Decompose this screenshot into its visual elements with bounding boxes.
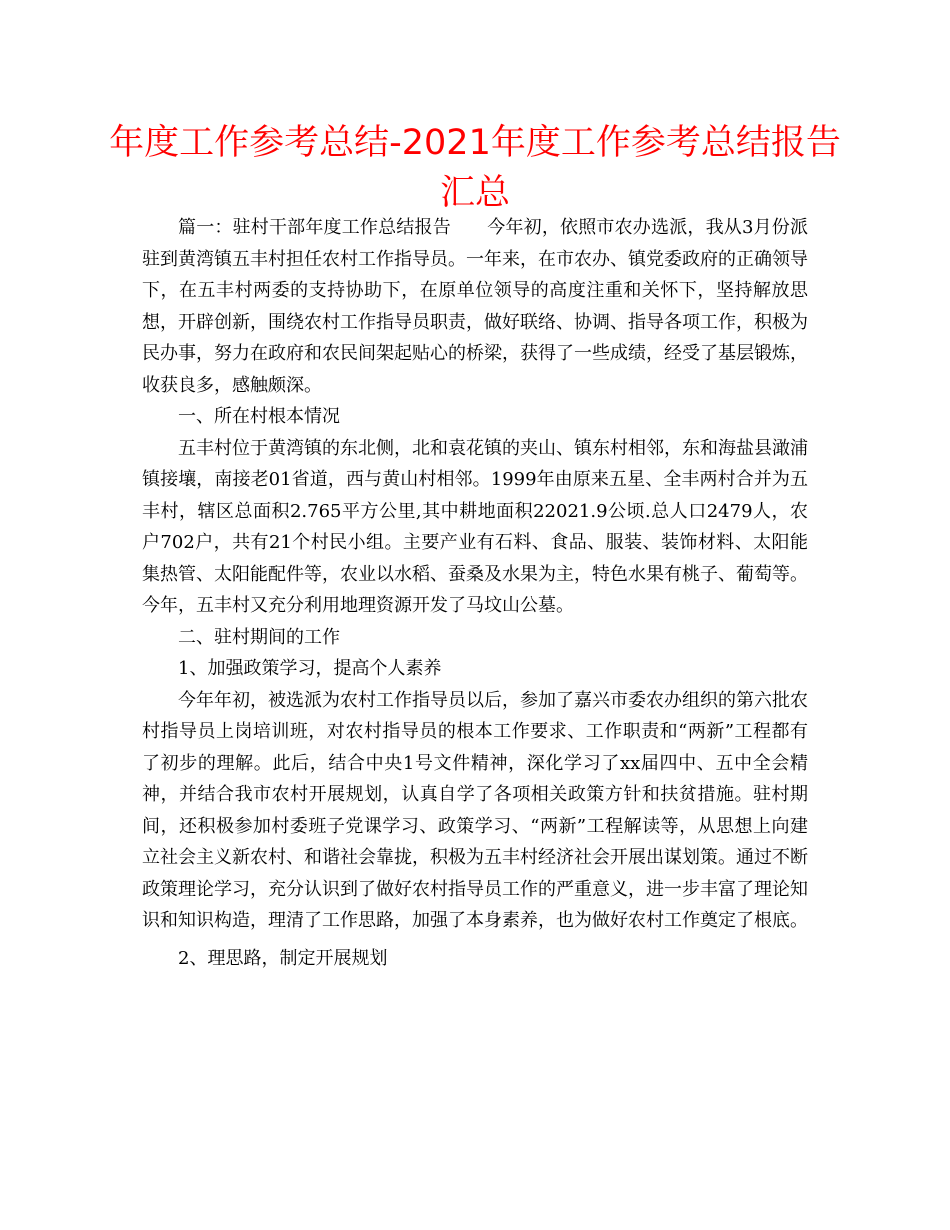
document-body <box>142 212 808 974</box>
section-heading-village-situation: 一、所在村根本情况 <box>178 406 340 427</box>
subheading-policy-study: 1、加强政策学习，提高个人素养 <box>178 658 442 679</box>
paragraph-village-situation: 五丰村位于黄湾镇的东北侧，北和袁花镇的夹山、镇东村相邻，东和海盐县澉浦镇接壤，南接老01省道，西与黄山村相邻。1999年由原来五星、全丰两村合并为五丰村，辖区总面积2.765平方公里,其中耕地面积22021.9公顷.总人口2479人，农户702户，共有21个村民小组。主要产业有石料、食品、服装、装饰材料、太阳能集热管、太阳能配件等，农业以水稻、蚕桑及水果为主，特色水果有桃子、葡萄等。今年，五丰村又充分利用地理资源开发了马坟山公墓。 <box>142 437 808 616</box>
document-title: 年度工作参考总结-2021年度工作参考总结报告汇总 <box>109 123 841 213</box>
paragraph-policy-study: 今年年初，被选派为农村工作指导员以后，参加了嘉兴市委农办组织的第六批农村指导员上岗培训班，对农村指导员的根本工作要求、工作职责和“两新”工程都有了初步的理解。此后，结合中央1号文件精神，深化学习了xx届四中、五中全会精神，并结合我市农村开展规划，认真自学了各项相关政策方针和扶贫措施。驻村期间，还积极参加村委班子党课学习、政策学习、“两新”工程解读等，从思想上向建立社会主义新农村、和谐社会靠拢，积极为五丰村经济社会开展出谋划策。通过不断政策理论学习，充分认识到了做好农村指导员工作的严重意义，进一步丰富了理论知识和知识构造，理清了工作思路，加强了本身素养，也为做好农村工作奠定了根底。 <box>142 689 808 931</box>
paragraph-intro: 篇一：驻村干部年度工作总结报告 今年初，依照市农办选派，我从3月份派驻到黄湾镇五丰村担任农村工作指导员。一年来，在市农办、镇党委政府的正确领导下，在五丰村两委的支持协助下，在原单位领导的高度注重和关怀下，坚持解放思想，开辟创新，围绕农村工作指导员职责，做好联络、协调、指导各项工作，积极为民办事，努力在政府和农民间架起贴心的桥梁，获得了一些成绩，经受了基层锻炼，收获良多，感触颇深。 <box>142 217 808 396</box>
section-heading-work: 二、驻村期间的工作 <box>178 626 340 648</box>
subheading-planning: 2、理思路，制定开展规划 <box>178 947 388 969</box>
